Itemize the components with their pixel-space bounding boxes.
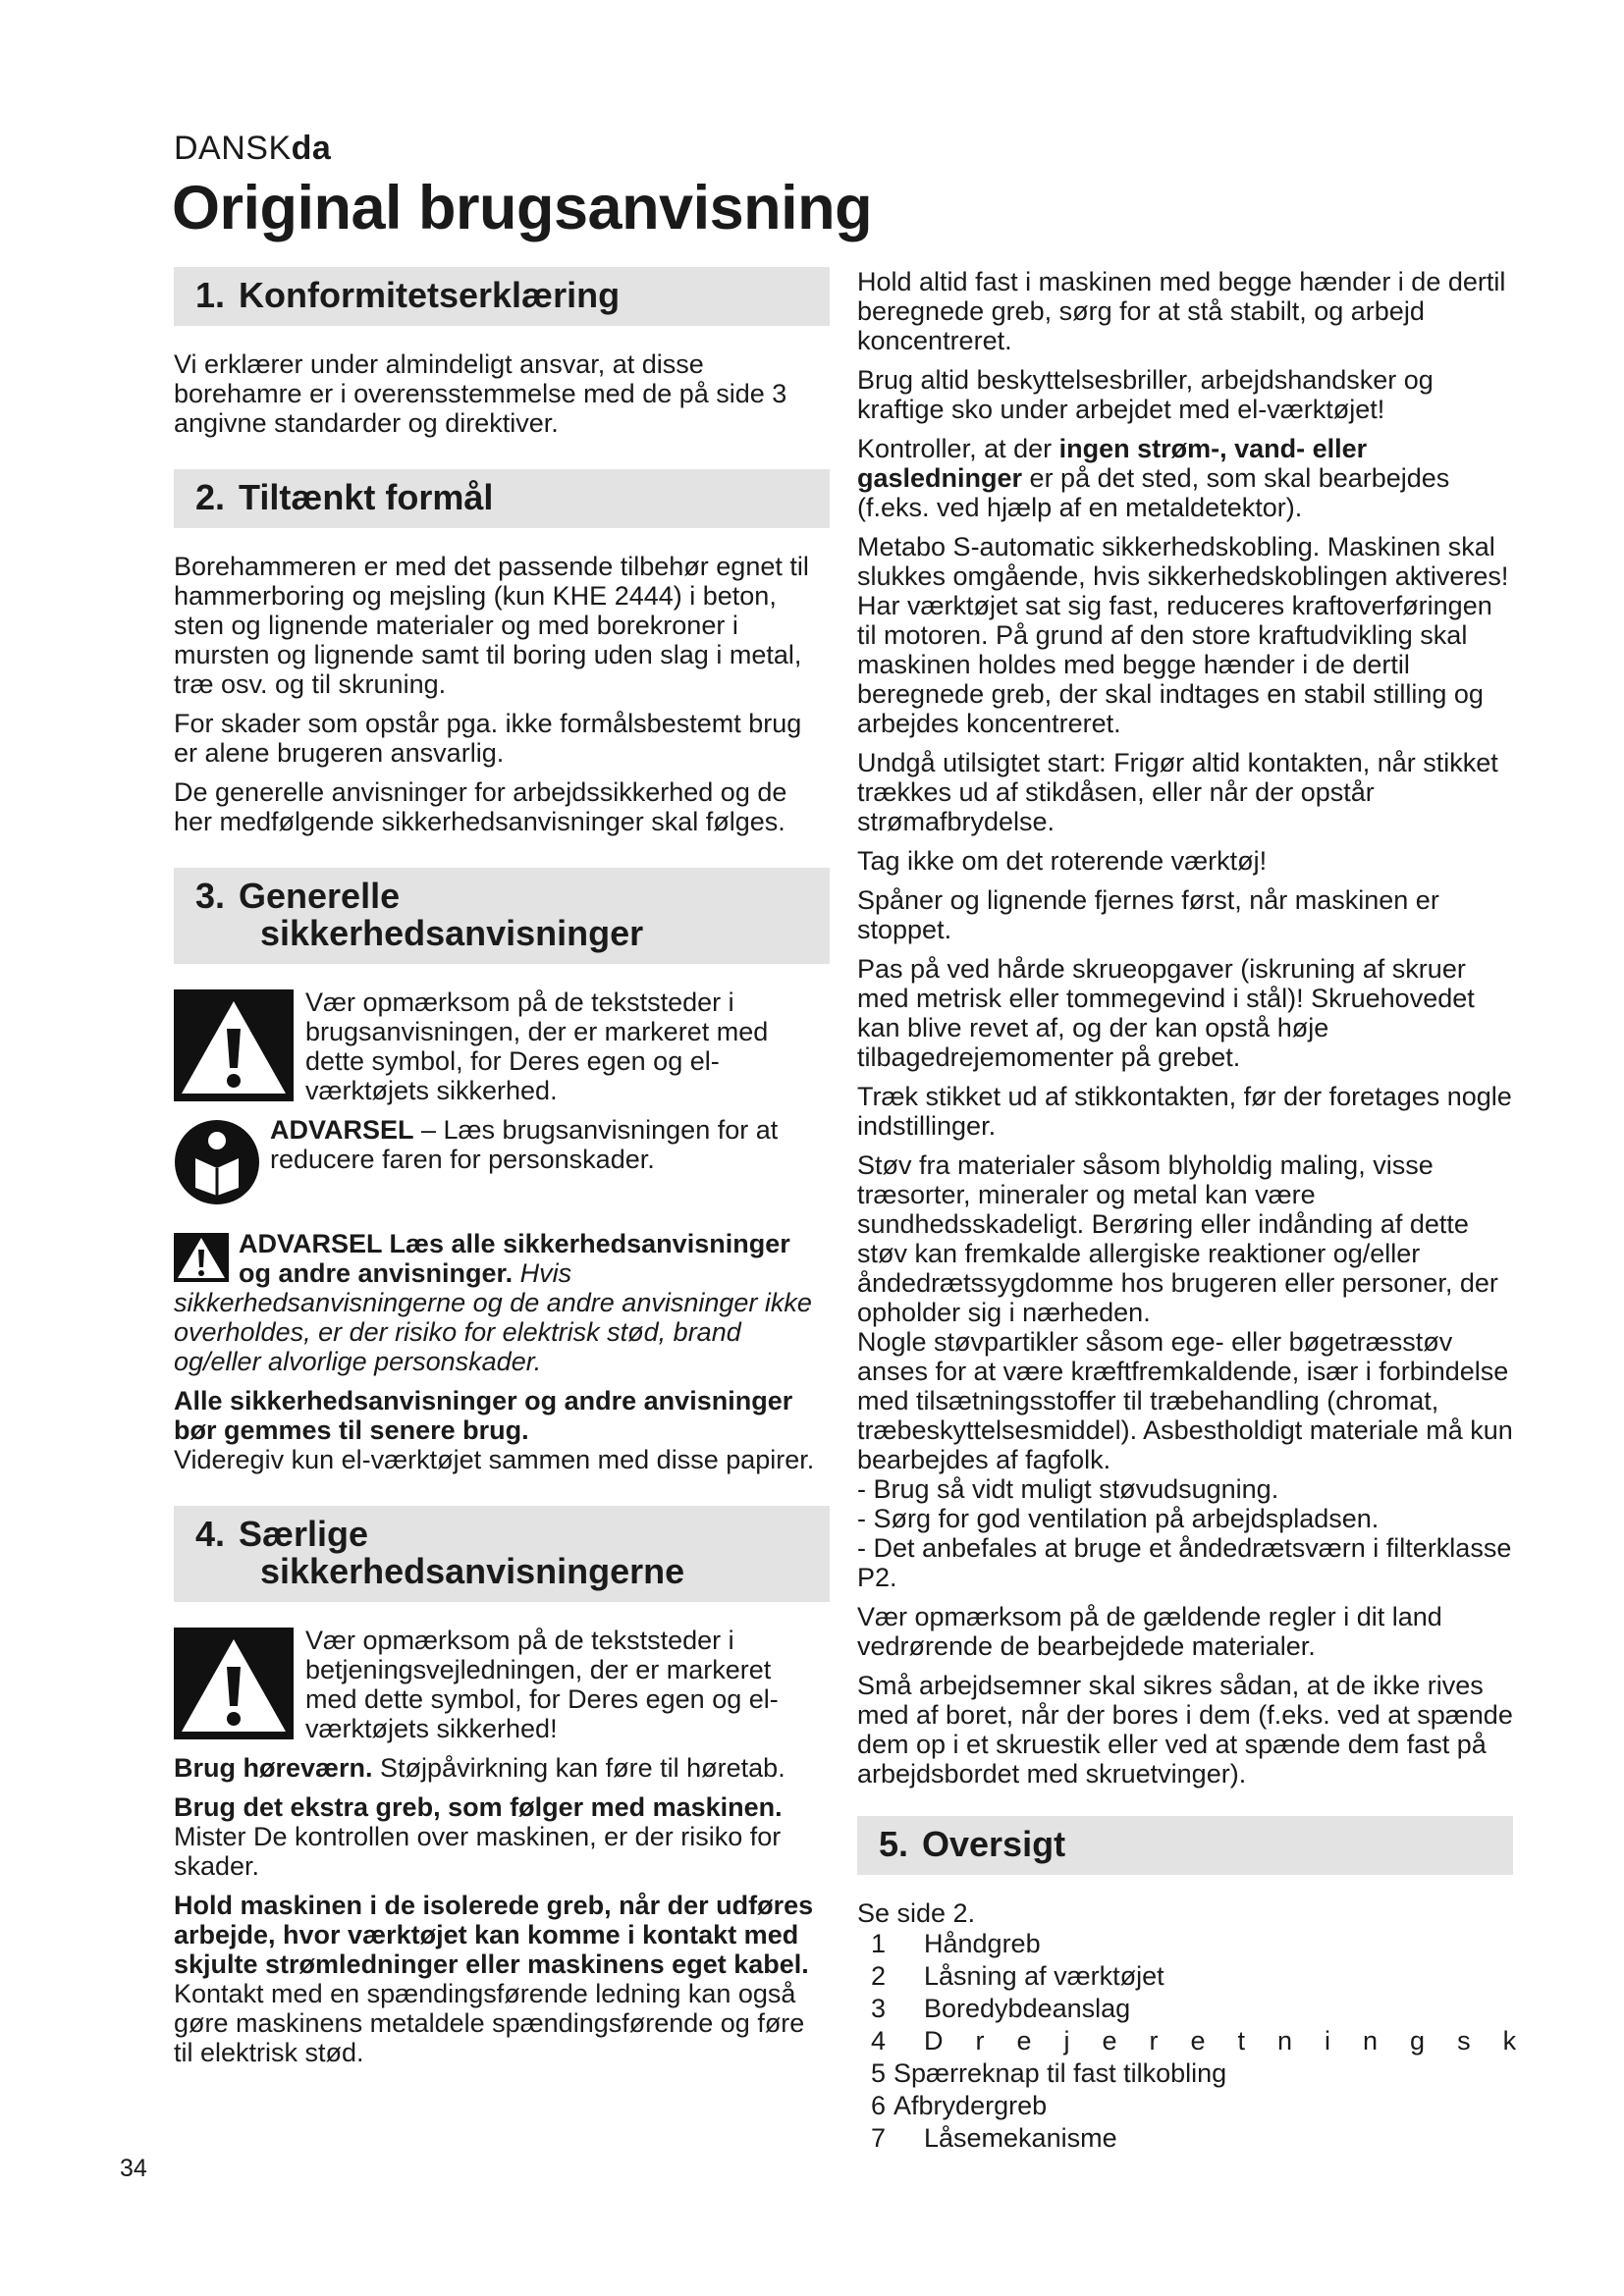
small-workpieces-text: Små arbejdsemner skal sikres sådan, at de ikke rives med af boret, når der bores i dem (f.eks. ved at spænde dem op i et skruestik eller ved at spænde dem fast på arbejdsbordet med skruetvinger). [857,1671,1513,1789]
check-lines-text: Kontroller, at der ingen strøm-, vand- eller gasledninger er på det sted, som skal bearbejdes (f.eks. ved hjælp af en metaldetektor). [857,434,1450,522]
section-heading-3: 3. Generelle sikkerhedsanvisninger [174,868,830,964]
page-title: Original brugsanvisning [172,174,873,242]
dust-extraction-item: - Brug så vidt muligt støvudsugning. [857,1474,1279,1504]
keep-instructions-text: Videregiv kun el-værktøjet sammen med disse papirer. [174,1445,815,1474]
warning-note-2 [174,1626,830,1745]
carcinogenic-dust-text: Nogle støvpartikler såsom ege- eller bøgetræsstøv anses for at være kræftfremkaldende, især i forbindelse med tilsætningsstoffer til træbehandling (chromat, træbeskyttelsesmiddel). Asbestholdigt materiale må kun bearbejdes af fagfolk. [857,1327,1513,1474]
section-heading-5: 5. Oversigt [857,1816,1513,1875]
read-manual-warning [174,1115,830,1207]
advarsel-text: – Læs brugsanvisningen for at reducere faren for personskader. [270,1115,779,1174]
unplug-text: Træk stikket ud af stikkontakten, før der foretages nogle indstillinger. [857,1082,1512,1141]
ventilation-item: - Sørg for god ventilation på arbejdspladsen. [857,1504,1380,1533]
dust-hazard-text: Støv fra materialer såsom blyholdig maling, visse træsorter, mineraler og metal kan være sundhedsskadeligt. Berøring eller indånding af dette støv kan fremkalde allergiske reaktioner og/eller åndedrætssygdomme hos brugeren eller personer, der opholder sig i nærheden. [857,1150,1498,1327]
list-item: 2 Låsning af værktøjet [871,1961,1164,1991]
language-label: DANSKda [174,130,332,167]
list-item: 6 Afbrydergreb [871,2091,1048,2120]
conformity-text: Vi erklærer under almindeligt ansvar, at disse borehamre er i overensstemmelse med de på side 3 angivne standarder og direktiver. [174,349,787,438]
warning-triangle-small-icon [174,1233,229,1282]
right-column [857,267,1549,2155]
see-page-text: Se side 2. [857,1898,976,1928]
left-column [174,267,830,2077]
safety-clutch-text: Metabo S-automatic sikkerhedskobling. Maskinen skal slukkes omgående, hvis sikkerhedskoblingen aktiveres! Har værktøjet sat sig fast, reduceres kraftoverføringen til motoren. På grund af den store kraftudvikling skal maskinen holdes med begge hænder i de dertil beregnede greb, der skal indtages en stabil stilling og arbejdes koncentreret. [857,532,1509,738]
section-heading-2: 2. Tiltænkt formål [174,469,830,528]
page-number: 34 [120,2155,147,2182]
section-heading-4: 4. Særlige sikkerhedsanvisningerne [174,1506,830,1602]
insulated-grip-text: Kontakt med en spændingsførende ledning kan også gøre maskinens metaldele spændingsførende og føre til elektrisk stød. [174,1979,805,2067]
chips-text: Spåner og lignende fjernes først, når maskinen er stoppet. [857,885,1439,944]
read-all-warning [174,1229,830,1376]
warning-note-1 [174,988,830,1107]
read-manual-icon [174,1119,260,1205]
list-item: 7 Låsemekanisme [871,2123,1117,2153]
list-item: 1 Håndgreb [871,1929,1041,1958]
warning-triangle-icon [174,989,294,1101]
list-item: 3 Boredybdeanslag [871,1994,1131,2023]
liability-text: For skader som opstår pga. ikke formålsbestemt brug er alene brugeren ansvarlig. [174,709,802,768]
extra-grip-text: Mister De kontrollen over maskinen, er der risiko for skader. [174,1822,782,1881]
list-item: 5 Spærreknap til fast tilkobling [871,2058,1227,2088]
hold-firmly-text: Hold altid fast i maskinen med begge hænder i de dertil beregnede greb, sørg for at stå stabilt, og arbejd koncentreret. [857,267,1506,355]
protective-gear-text: Brug altid beskyttelsesbriller, arbejdshandsker og kraftige sko under arbejdet med el-værktøjet! [857,365,1434,424]
hard-screw-text: Pas på ved hårde skrueopgaver (iskruning af skruer med metrisk eller tommegevind i stål)! Skruehovedet kan blive revet af, og der kan opstå høje tilbagedrejemomenter på grebet. [857,954,1475,1072]
list-item: 4 Drejeretningsk [871,2026,1549,2056]
insulated-grip-bold: Hold maskinen i de isolerede greb, når der udføres arbejde, hvor værktøjet kan komme i kontakt med skjulte strømledninger eller maskinens eget kabel. [174,1891,814,1979]
warning-note-1-text: Vær opmærksom på de tekststeder i brugsanvisningen, der er markeret med dette symbol, for Deres egen og el-værktøjets sikkerhed. [305,988,769,1105]
unintended-start-text: Undgå utilsigtet start: Frigør altid kontakten, når stikket trækkes ud af stikdåsen, eller når der opstår strømafbrydelse. [857,748,1498,836]
advarsel-label: ADVARSEL [270,1115,414,1145]
ear-protection-bold: Brug høreværn. [174,1753,373,1783]
read-all-warning-bold: ADVARSEL Læs alle sikkerhedsanvisninger og andre anvisninger. [239,1229,790,1288]
read-all-warning-italic: Hvis sikkerhedsanvisningerne og de andre anvisninger ikke overholdes, er der risiko for elektrisk stød, brand og/eller alvorlige personskader. [174,1258,812,1376]
warning-note-2-text: Vær opmærksom på de tekststeder i betjeningsvejledningen, der er markeret med dette symbol, for Deres egen og el-værktøjets sikkerhed! [305,1626,779,1743]
general-instructions-text: De generelle anvisninger for arbejdssikkerhed og de her medfølgende sikkerhedsanvisninger skal følges. [174,777,787,836]
local-regulations-text: Vær opmærksom på de gældende regler i dit land vedrørende de bearbejdede materialer. [857,1602,1442,1661]
overview-list [857,1928,1549,2155]
extra-grip-bold: Brug det ekstra greb, som følger med maskinen. [174,1792,783,1822]
section-heading-1: 1. Konformitetserklæring [174,267,830,326]
warning-triangle-icon [174,1628,294,1739]
ear-protection-text: Støjpåvirkning kan føre til høretab. [372,1753,785,1783]
intended-use-text: Borehammeren er med det passende tilbehør egnet til hammerboring og mejsling (kun KHE 2444) i beton, sten og lignende materialer og med borekroner i mursten og lignende samt til boring uden slag i metal, træ osv. og til skruning. [174,552,809,699]
rotating-tool-text: Tag ikke om det roterende værktøj! [857,846,1268,876]
respirator-item: - Det anbefales at bruge et åndedrætsværn i filterklasse P2. [857,1533,1512,1592]
keep-instructions-bold: Alle sikkerhedsanvisninger og andre anvisninger bør gemmes til senere brug. [174,1386,793,1445]
